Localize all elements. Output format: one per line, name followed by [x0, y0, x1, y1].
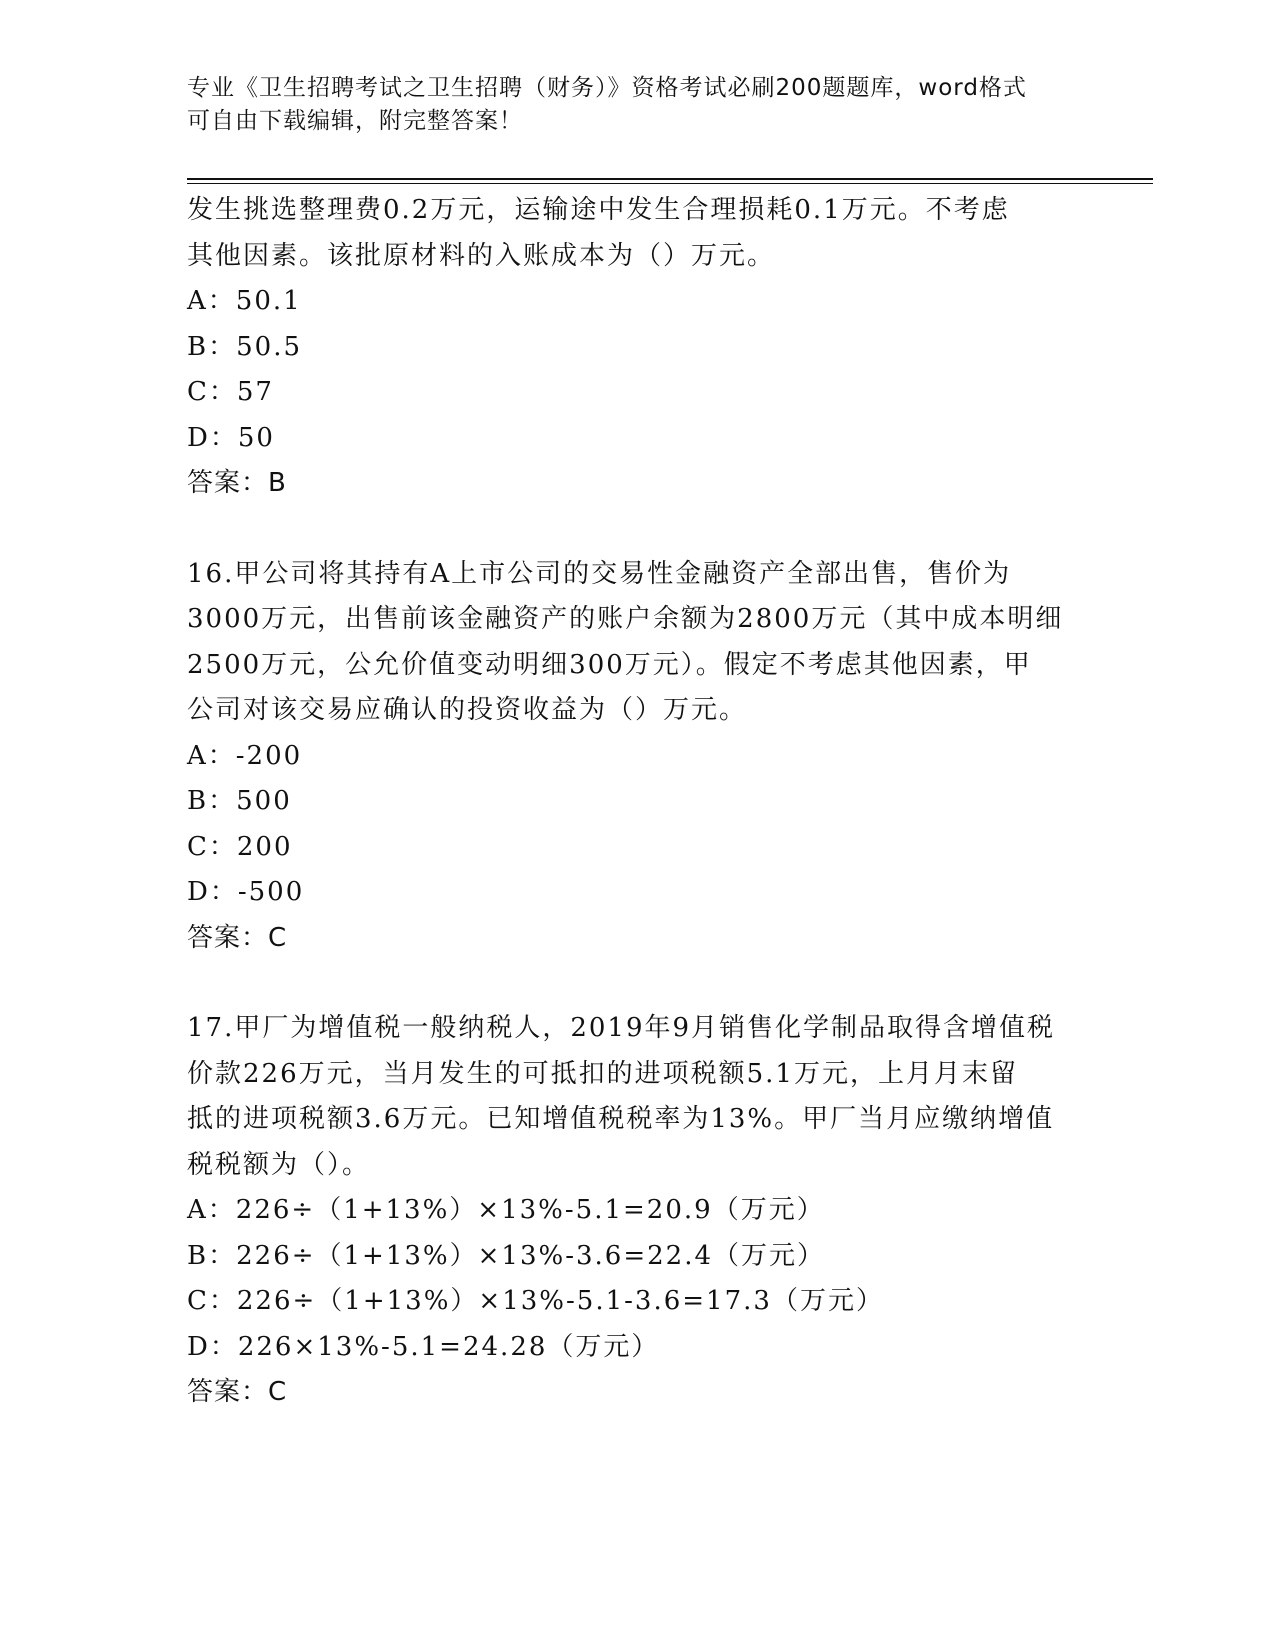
header-divider-thin: [187, 183, 1153, 184]
header-line-1: 专业《卫生招聘考试之卫生招聘（财务）》资格考试必刷200题题库，word格式: [187, 75, 1027, 101]
header-divider-thick: [187, 178, 1153, 180]
answer-line: 答案：C: [187, 922, 288, 953]
option-b: B：226÷（1+13%）×13%-3.6=22.4（万元）: [187, 1240, 826, 1271]
option-b: B：50.5: [187, 331, 302, 362]
option-a: A：-200: [187, 740, 303, 771]
question-block: [187, 188, 1087, 507]
answer-line: 答案：B: [187, 468, 287, 498]
option-d: D：50: [187, 422, 275, 453]
question-spacer: [187, 507, 1087, 552]
question-block: [187, 1006, 1087, 1416]
question-text-line: 税税额为（）。: [187, 1149, 371, 1180]
option-b: B：500: [187, 786, 292, 816]
question-text-line: 公司对该交易应确认的投资收益为（）万元。: [187, 695, 748, 725]
option-c: C：226÷（1+13%）×13%-5.1-3.6=17.3（万元）: [187, 1286, 884, 1316]
question-text-line: 16.甲公司将其持有A上市公司的交易性金融资产全部出售，售价为: [187, 558, 1012, 589]
option-c: C：200: [187, 831, 293, 862]
option-c: C：57: [187, 377, 274, 407]
option-a: A：226÷（1+13%）×13%-5.1=20.9（万元）: [187, 1195, 825, 1225]
question-text-line: 3000万元，出售前该金融资产的账户余额为2800万元（其中成本明细: [187, 604, 1064, 634]
question-text-line: 抵的进项税额3.6万元。已知增值税税率为13%。甲厂当月应缴纳增值: [187, 1104, 1055, 1134]
question-text-line: 17.甲厂为增值税一般纳税人，2019年9月销售化学制品取得含增值税: [187, 1013, 1056, 1043]
answer-line: 答案：C: [187, 1377, 288, 1407]
option-a: A：50.1: [187, 286, 302, 316]
header-line-2: 可自由下载编辑，附完整答案！: [187, 108, 523, 134]
question-text-line: 2500万元，公允价值变动明细300万元）。假定不考虑其他因素，甲: [187, 649, 1032, 680]
option-d: D：226×13%-5.1=24.28（万元）: [187, 1331, 660, 1362]
question-text-line: 发生挑选整理费0.2万元，运输途中发生合理损耗0.1万元。不考虑: [187, 195, 1010, 225]
question-block: [187, 552, 1087, 962]
document-header: [187, 72, 1087, 138]
question-text-line: 其他因素。该批原材料的入账成本为（）万元。: [187, 240, 776, 271]
question-spacer: [187, 961, 1087, 1006]
question-text-line: 价款226万元，当月发生的可抵扣的进项税额5.1万元，上月月末留: [187, 1058, 1018, 1089]
question-list: [187, 188, 1087, 1416]
option-d: D：-500: [187, 877, 305, 907]
